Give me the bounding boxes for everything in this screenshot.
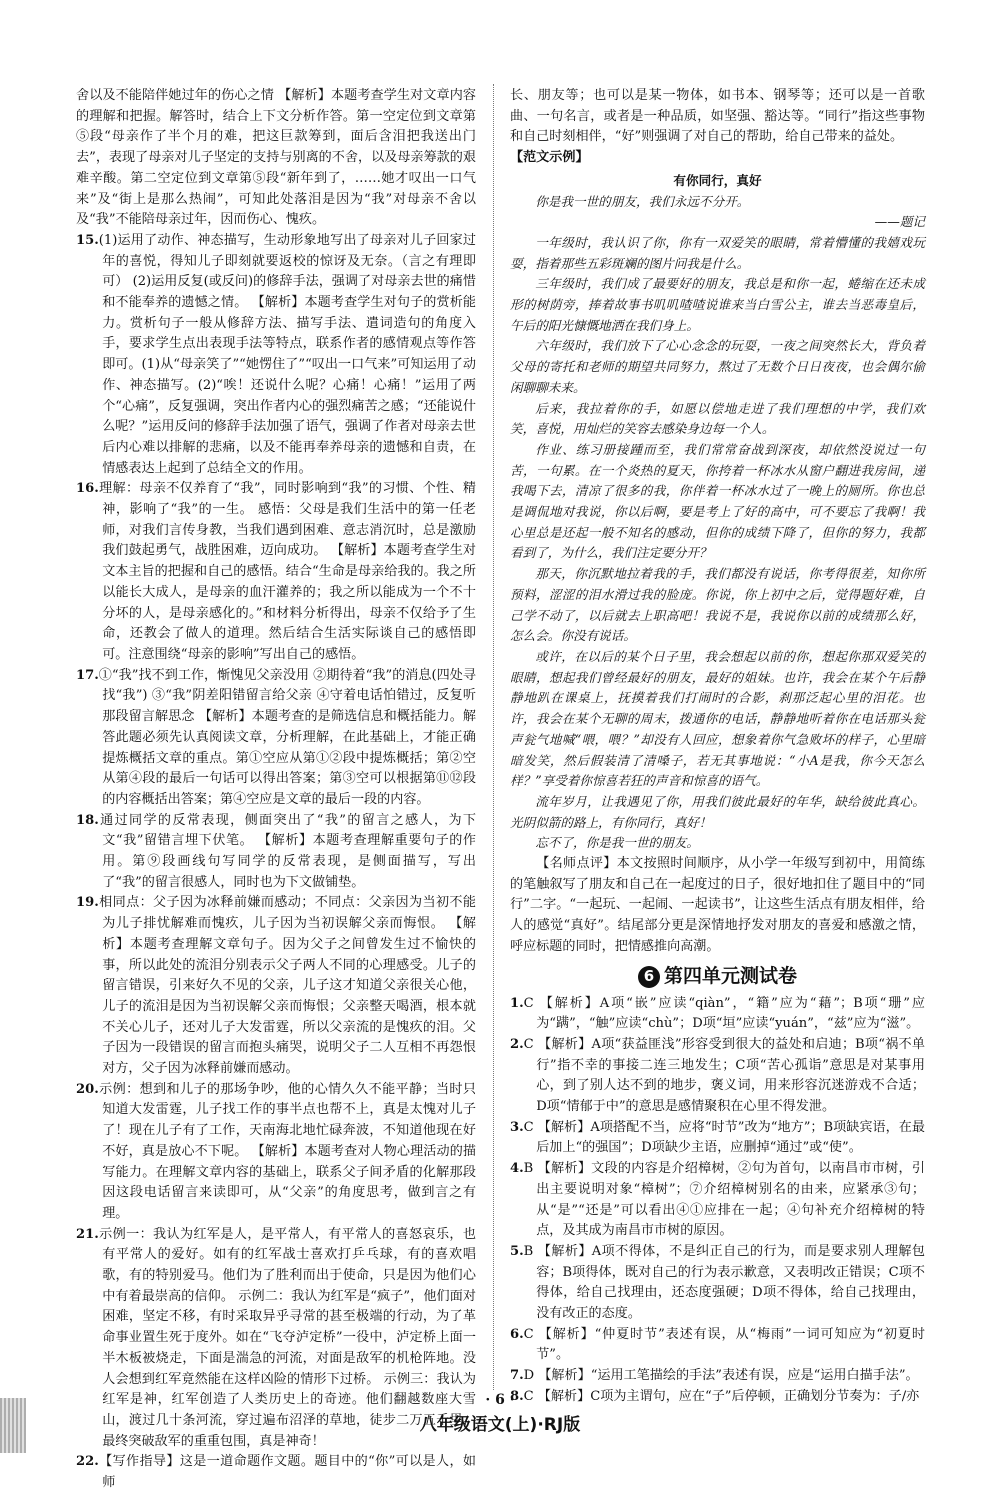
unit-number-badge: 6 [638,966,660,988]
answer-item-7 [510,1366,925,1387]
item-number: 20. [76,1081,99,1097]
item-number: 22. [76,1454,99,1470]
answer-item-16 [76,479,476,665]
answer-item-18 [76,811,476,894]
item-number: 16. [76,481,99,497]
answer-item-4 [510,1159,925,1242]
item-text: B 【解析】A项不得体，不是纠正自己的行为，而是要求别人理解包容；B项得体，既对自己的行为表示歉意，又表明改正错误；C项不得体，给自己找理由，还态度强硬；D项不得体，给自己找理由，没有改正的态度。 [523,1243,925,1322]
left-column [76,86,476,1494]
item-number: 7. [510,1368,524,1384]
essay-paragraph: 或许，在以后的某个日子里，我会想起以前的你，想起你那双爱笑的眼睛，想起我们曾经最好的朋友，最好的姐妹。也许，我会在某个午后静静地趴在课桌上，抚摸着我们打闹时的合影，刹那泛起心里的泪花。也许，我会在某个无聊的周末，拨通你的电话，静静地听着你在电话那头瓮声瓮气地喊“喂，喂？”却没有人回应，想象着你气急败坏的样子，心里暗暗发笑，然后假装清了清嗓子，若无其事地说：“小A是我，你今天怎么样？”享受着你惊喜若狂的声音和惊喜的语气。 [510,648,925,789]
essay-paragraph: 三年级时，我们成了最要好的朋友，我总是和你一起，蜷缩在还未成形的树荫旁，捧着故事书叽叽喳喳说谁来当白雪公主，谁去当恶毒皇后，午后的阳光慷慨地洒在我们身上。 [510,276,925,333]
column-divider [493,84,494,1390]
unit-test-title: 第四单元测试卷 [663,965,797,988]
left-lead-paragraph: 舍以及不能陪伴她过年的伤心之情 【解析】本题考查学生对文章内容的理解和把握。解答时，结合上下文分析作答。第一空定位到文章第⑤段“母亲作了半个月的难，把这巨款筹到，面后含泪把我送出门去”，表现了母亲对儿子坚定的支持与别离的不舍，以及母亲筹款的艰难辛酸。第二空定位到文章第⑤段“新年到了，……她才叹出一口气来”及“街上是那么热闹”，可知此处落泪是因为“我”对母亲不舍以及“我”不能陪母亲过年，因而伤心、愧疚。 [76,88,476,228]
item-text: 理解：母亲不仅养育了“我”，同时影响到“我”的习惯、个性、精神，影响了“我”的一生。 感悟：父母是我们生活中的第一任老师，对我们言传身教，当我们遇到困难、意志消沉时，总是激励我们鼓起勇气，战胜困难，迈向成功。 【解析】本题考查学生对文本主旨的把握和自己的感悟。结合“生命是母亲给我的。我之所以能长大成人，是母亲的血汗灌养的；我之所以能成为一个不十分坏的人，是母亲感化的。”和材料分析得出，母亲不仅给予了生命，还教会了做人的道理。然后结合生活实际谈自己的感悟即可。注意围绕“母亲的影响”写出自己的感悟。 [98,481,476,662]
page-number: · 6 · [485,1392,515,1408]
item-number: 3. [510,1119,524,1135]
item-number: 4. [510,1161,524,1177]
item-text: B 【解析】文段的内容是介绍樟树，②句为首句，以南昌市市树，引出主要说明对象“樟树”；⑦介绍樟树别名的由来，应紧承③句；从“是”“还是”可以看出④①应排在一起；④句补充介绍樟树的特点，及其成为南昌市市树的原因。 [523,1161,925,1239]
answer-item-22 [76,1452,476,1493]
answer-item-3 [510,1118,925,1159]
right-column [510,86,925,1408]
scan-edge-decoration [0,1398,26,1453]
item-text: 示例一：我认为红军是人，是平常人，有平常人的喜怒哀乐，也有平常人的爱好。如有的红军战士喜欢打乒乓球，有的喜欢唱歌，有的特别爱马。他们为了胜利而出于使命，只是因为他们心中有着最崇高的信仰。 示例二：我认为红军是“疯子”，他们面对困难，坚定不移，有时采取异乎寻常的甚至极端的行动，为了革命事业置生死于度外。如在“飞夺泸定桥”一役中，泸定桥上面一半木板被烧走，下面是湍急的河流，对面是敌军的机枪阵地。没人会想到红军竟然能在这样凶险的情形下过桥。 示例三：我认为红军是神，红军创造了人类历史上的奇迹。他们翻越数座大雪山，渡过几十条河流，穿过遍布沼泽的草地，徒步二万五千里，最终突破敌军的重重包围，真是神奇！ [98,1226,476,1449]
item-number: 17. [76,667,99,683]
answer-item-15 [76,231,476,479]
item-text: (1)运用了动作、神态描写，生动形象地写出了母亲对儿子回家过年的喜悦，得知儿子即刻就要返校的惊讶及无奈。（言之有理即可） (2)运用反复(或反问)的修辞手法，强调了对母亲去世的痛惜和不能奉养的遗憾之情。 【解析】本题考查学生对句子的赏析能力。赏析句子一般从修辞方法、描写手法、遣词造句的角度入手，要求学生点出表现手法等特点，联系作者的感情观点等作答即可。(1)从“母亲笑了”“她愣住了”“叹出一口气来”可知运用了动作、神态描写。(2)“唉！还说什么呢？心痛！心痛！”运用了两个“心痛”，反复强调，突出作者内心的强烈痛苦之感；“还能说什么呢？”运用反问的修辞手法加强了语气，强调了作者对母亲去世后内心难以排解的悲痛，以及不能再奉养母亲的遗憾和自责，在情感表达上起到了总结全文的作用。 [98,232,476,476]
item-text: ①“我”找不到工作，惭愧见父亲没用 ②期待着“我”的消息(四处寻找“我”) ③“我”阴差阳错留言给父亲 ④守着电话怕错过，反复听那段留言解思念 【解析】本题考查的是筛选信息和概括能力。解答此题必须先认真阅读文章，分析理解，在此基础上，才能正确提炼概括文章的重点。第①空应从第①②段中提炼概括；第②空从第④段的最后一句话可以得出答案；第③空可以根据第⑪⑫段的内容概括出答案；第④空应是文章的最后一段的内容。 [98,667,476,807]
item-number: 19. [76,895,99,911]
sample-essay-label: 【范文示例】 [510,150,589,166]
essay-epigraph-note: ——题记 [874,214,925,230]
item-text: C 【解析】A项搭配不当，应将“时节”改为“地方”；B项缺宾语，在最后加上“的强国”；D项缺少主语，应删掉“通过”或“使”。 [523,1119,925,1156]
essay-epigraph: 你是我一世的朋友，我们永远不分开。 [535,193,750,209]
item-text: 相同点：父子因为冰释前嫌而感动；不同点：父亲因为当初不能为儿子排忧解难而愧疚，儿子因为当初误解父亲而悔恨。 【解析】本题考查理解文章句子。因为父子之间曾发生过不愉快的事，所以此处的流泪分别表示父子两人不同的心理感受。儿子的留言错误，引来好久不见的父亲，儿子这才知道父亲很关心他，儿子的流泪是因为当初误解父亲而悔恨；父亲整天喝酒，根本就不关心儿子，还对儿子大发雷霆，所以父亲流的是愧疚的泪。父子因为一段错误的留言而抱头痛哭，说明父子二人互相不再怨恨对方，父子因为冰释前嫌而感动。 [98,895,476,1077]
essay-paragraph: 流年岁月，让我遇见了你，用我们彼此最好的年华，缺给彼此真心。光阴似箭的路上，有你同行，真好！ [510,793,925,830]
item-text: C 【解析】A项“获益匪浅”形容受到很大的益处和启迪；B项“祸不单行”指不幸的事接二连三地发生；C项“苦心孤诣”意思是对某事用心，到了别人达不到的地步，褒义词，用来形容沉迷游戏不合适；D项“情郁于中”的意思是感情聚积在心里不得发泄。 [523,1036,925,1115]
item-number: 15. [76,232,99,248]
item-text: 通过同学的反常表现，侧面突出了“我”的留言之感人，为下文“我”留错言埋下伏笔。 【解析】本题考查理解重要句子的作用。第⑨段画线句写同学的反常表现，是侧面描写，写出了“我”的留言很感人，同时也为下文做铺垫。 [98,812,476,890]
item-number: 21. [76,1226,99,1242]
essay-paragraph: 那天，你沉默地拉着我的手，我们都没有说话，你考得很差，知你所预料，涩涩的泪水滑过我的脸庞。你说，你上初中之后，觉得题好难，自己学不动了，以后就去上职高吧！我说不是，我说你以前的成绩那么好，怎么会。你没有说话。 [510,566,925,644]
essay-paragraph: 作业、练习册接踵而至，我们常常奋战到深夜，却依然没说过一句苦，一句累。在一个炎热的夏天，你挎着一杯冰水从窗户翻进我房间，递我喝下去，清凉了很多的我，你伴着一杯冰水过了一晚上的厕所。你也总是调侃地对我说，你以后啊，要是考上了好的高中，可不要忘了我啊！我心里总是还起一般不知名的感动，但你的成绩下降了，但你的努力，我都看到了，为什么，我们注定要分开？ [510,441,925,561]
unit-test-heading [510,966,925,988]
answer-item-20 [76,1080,476,1225]
item-number: 18. [76,812,99,828]
item-number: 6. [510,1326,524,1342]
book-title: 八年级语文(上)·RJ版 [419,1415,581,1435]
item-number: 8. [510,1388,524,1404]
teacher-comment: 【名师点评】本文按照时间顺序，从小学一年级写到初中，用简练的笔触叙写了朋友和自己在一起度过的日子，很好地扣住了题目中的“同行”二字。“一起玩、一起闹、一起读书”，让这些生活点有朋友相伴，给人的感觉“真好”。结尾部分更是深情地抒发对朋友的喜爱和感激之情，呼应标题的同时，把情感推向高潮。 [510,856,925,954]
item-text: 【写作指导】这是一道命题作文题。题目中的“你”可以是人，如师 [98,1454,476,1491]
answer-item-1 [510,994,925,1035]
essay-title: 有你同行，真好 [673,172,762,188]
item-text: C 【解析】C项为主谓句，应在“子”后停顿，正确划分节奏为：子/亦 [523,1388,920,1404]
right-lead-paragraph: 长、朋友等；也可以是某一物体，如书本、钢琴等；还可以是一首歌曲、一句名言，或者是一种品质，如坚强、豁达等。“同行”指这些事物和自己时刻相伴，“好”则强调了对自己的帮助，给自己带来的益处。 [510,88,925,145]
right-answer-list [510,994,925,1408]
item-text: D 【解析】“运用工笔描绘的手法”表述有误，应是“运用白描手法”。 [523,1368,919,1384]
answer-item-6 [510,1325,925,1366]
item-text: C 【解析】“仲夏时节”表述有误，从“梅雨”一词可知应为“初夏时节”。 [523,1326,925,1363]
essay-paragraph: 一年级时，我认识了你，你有一双爱笑的眼睛，常着懵懂的我嬉戏玩耍，指着那些五彩斑斓的图片问我是什么。 [510,234,925,271]
answer-item-2 [510,1035,925,1118]
answer-item-17 [76,666,476,811]
item-number: 5. [510,1243,524,1259]
answer-item-5 [510,1242,925,1325]
item-number: 2. [510,1036,524,1052]
essay-paragraph: 六年级时，我们放下了心心念念的玩耍，一夜之间突然长大，背负着父母的寄托和老师的期望共同努力，熬过了无数个日日夜夜，也会偶尔偷闲聊聊未来。 [510,338,925,395]
answer-item-19 [76,893,476,1079]
item-text: 示例：想到和儿子的那场争吵，他的心情久久不能平静；当时只知道大发雷霆，儿子找工作的事半点也帮不上，真是太愧对儿子了！现在儿子有了工作，天南海北地忙碌奔波，不知道他现在好不好，真是放心不下呢。 【解析】本题考查对人物心理活动的描写能力。在理解文章内容的基础上，联系父子间矛盾的化解那段因这段电话留言来读即可，从“父亲”的角度思考，做到言之有理。 [98,1081,476,1221]
item-text: C 【解析】A项“嵌”应读“qiàn”，“籍”应为“藉”；B项“珊”应为“蹒”，“触”应读“chù”；D项“垣”应读“yuán”，“兹”应为“滋”。 [523,995,925,1032]
item-number: 1. [510,995,524,1011]
sample-essay [510,171,925,854]
left-answer-list [76,231,476,1494]
essay-paragraph: 后来，我拉着你的手，如愿以偿地走进了我们理想的中学，我们欢笑，喜悦，用灿烂的笑容去感染身边每一个人。 [510,400,925,437]
essay-paragraph: 忘不了，你是我一世的朋友。 [535,835,699,851]
